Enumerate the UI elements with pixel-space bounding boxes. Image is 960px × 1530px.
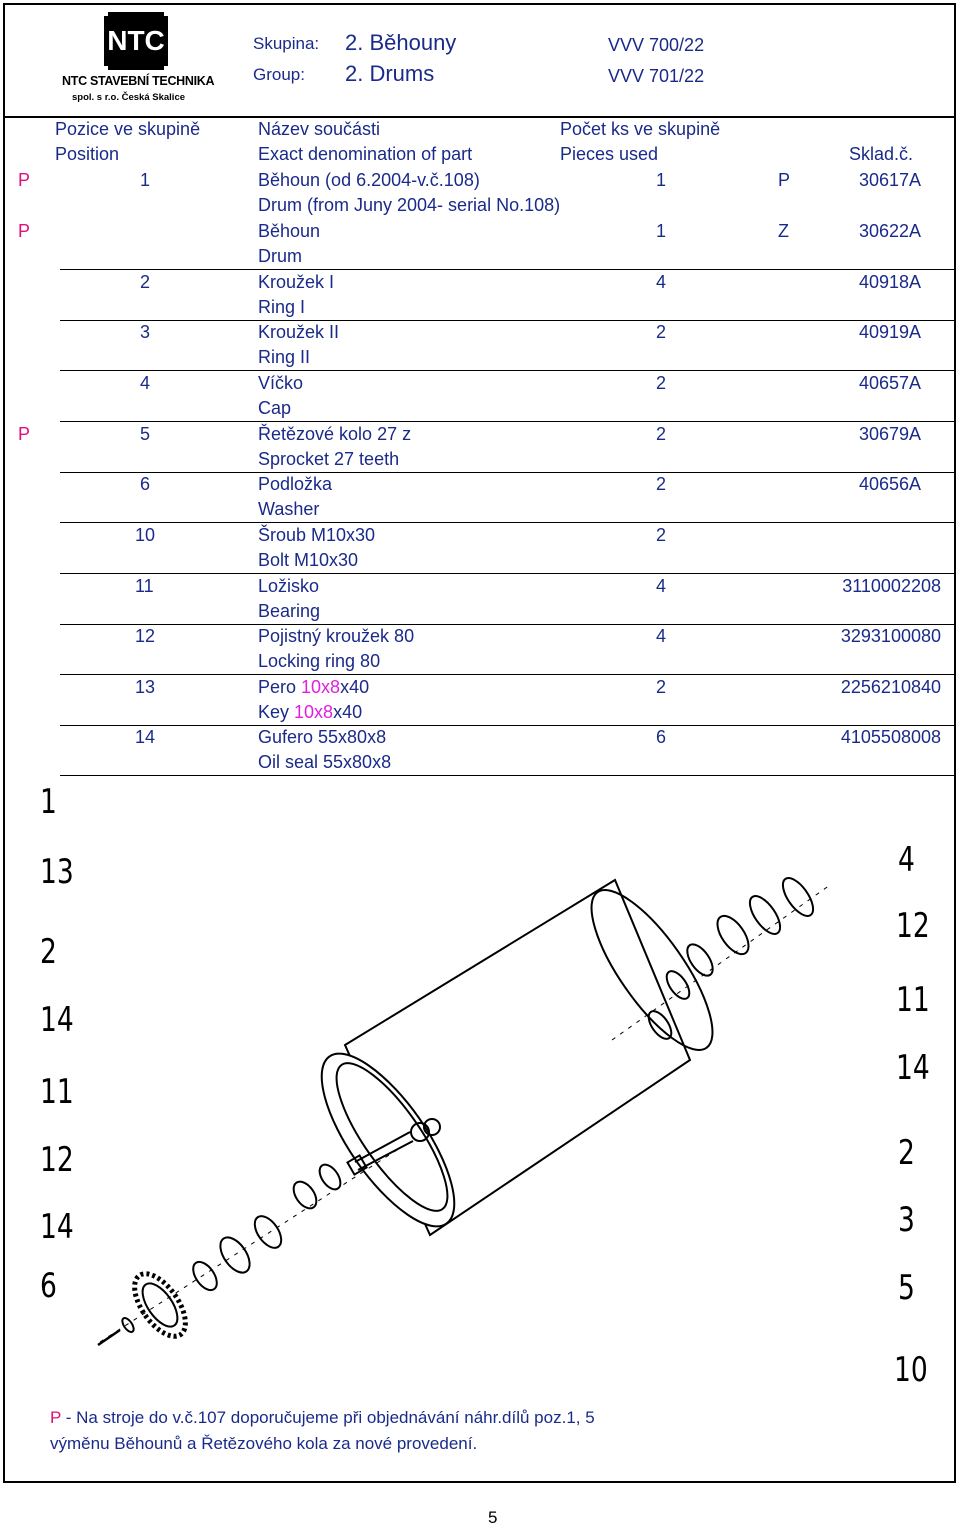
model-code-2: VVV 701/22 [608,66,705,86]
col-stock: Sklad.č. [849,144,914,164]
dimension-highlight: 10x8 [301,677,341,697]
row-name-en: Bearing [258,601,321,621]
row-name-en: Locking ring 80 [258,651,381,671]
row-quantity: 2 [656,424,667,444]
row-quantity: 2 [656,525,667,545]
row-name-cz: Kroužek II [258,322,340,342]
callout-right: 5 [898,1268,915,1308]
row-position: 14 [135,727,156,747]
row-flag: P [18,221,31,241]
row-name-cz: Běhoun (od 6.2004-v.č.108) [258,170,480,190]
row-name-cz: Pojistný kroužek 80 [258,626,415,646]
row-name-cz: Běhoun [258,221,321,241]
model-code-1: VVV 700/22 [608,35,705,55]
col-count-cz: Počet ks ve skupině [560,119,721,139]
row-position: 5 [140,424,151,444]
group-cz-value: 2. Běhouny [345,30,457,55]
col-name-en: Exact denomination of part [258,144,473,164]
row-name-cz: Gufero 55x80x8 [258,727,387,747]
row-name-en: Drum [258,246,302,266]
callout-right: 11 [896,980,930,1020]
row-stock: 3110002208 [842,576,941,596]
callout-right: 12 [896,906,930,946]
callout-left: 2 [40,932,57,972]
row-stock: 4105508008 [840,727,941,747]
row-position: 3 [140,322,151,342]
group-en-label: Group: [253,65,305,84]
callout-left: 6 [40,1266,57,1306]
brand-name: NTC STAVEBNÍ TECHNIKA [62,74,215,88]
callout-left: 13 [40,852,74,892]
row-name-en: Drum (from Juny 2004- serial No.108) [258,195,561,215]
row-quantity: 2 [656,677,667,697]
row-stock: 30622A [858,221,921,241]
row-quantity: 4 [656,576,667,596]
row-quantity: 1 [656,170,667,190]
name-prefix: Key [258,702,295,722]
footer-note-line-2: výměnu Běhounů a Řetězového kola za nové provedení. [50,1434,478,1453]
row-name-en: Bolt M10x30 [258,550,359,570]
row-status: P [778,170,791,190]
row-name-en: Ring II [258,347,311,367]
callout-right: 2 [898,1133,915,1173]
logo-letters: NTC [107,25,165,56]
name-prefix: Pero [258,677,302,697]
row-name-cz: Šroub M10x30 [258,525,376,545]
callout-left: 12 [40,1140,74,1180]
row-position: 4 [140,373,151,393]
col-position-en: Position [55,144,120,164]
row-position: 12 [135,626,156,646]
row-position: 10 [135,525,156,545]
brand-sub: spol. s r.o. Česká Skalice [72,92,186,103]
row-quantity: 2 [656,474,667,494]
callout-left: 14 [40,1000,74,1040]
row-name-en: Ring I [258,297,306,317]
row-name-en: Oil seal 55x80x8 [258,752,392,772]
row-quantity: 2 [656,373,667,393]
row-quantity: 1 [656,221,667,241]
row-flag: P [18,424,31,444]
col-name-cz: Název součásti [258,119,381,139]
row-stock: 2256210840 [840,677,941,697]
callout-left: 11 [40,1072,74,1112]
col-position-cz: Pozice ve skupině [55,119,201,139]
row-name-en: Cap [258,398,292,418]
row-name-en: Sprocket 27 teeth [258,449,400,469]
row-stock: 40919A [858,322,921,342]
note-text: - Na stroje do v.č.107 doporučujeme při objednávání náhr.dílů poz.1, 5 [61,1408,595,1427]
row-status: Z [778,221,789,241]
row-stock: 40918A [858,272,921,292]
row-stock: 40657A [858,373,921,393]
row-name-cz: Ložisko [258,576,320,596]
row-name-cz: Víčko [258,373,304,393]
name-suffix: x40 [333,702,363,722]
row-quantity: 2 [656,322,667,342]
row-name-cz: Kroužek I [258,272,335,292]
row-stock: 30617A [858,170,921,190]
callout-right: 4 [898,840,915,880]
row-name-cz: Podložka [258,474,333,494]
note-flag: P [50,1408,62,1427]
page-number: 5 [488,1508,498,1527]
row-position: 11 [135,576,154,596]
footer-note-line-1 [50,1408,595,1428]
row-quantity: 6 [656,727,667,747]
row-quantity: 4 [656,626,667,646]
left-parts [98,1148,400,1345]
row-quantity: 4 [656,272,667,292]
callout-left: 1 [40,782,57,822]
group-en-value: 2. Drums [345,61,435,86]
row-position: 13 [135,677,156,697]
name-suffix: x40 [340,677,370,697]
drum-body [298,874,732,1246]
row-stock: 3293100080 [840,626,941,646]
row-name-cz: Řetězové kolo 27 z [258,424,412,444]
row-position: 1 [140,170,151,190]
row-stock: 40656A [858,474,921,494]
group-cz-label: Skupina: [253,34,320,53]
col-count-en: Pieces used [560,144,659,164]
callout-right: 3 [898,1200,915,1240]
row-position: 2 [140,272,151,292]
row-position: 6 [140,474,151,494]
row-name-en: Washer [258,499,320,519]
callout-right: 10 [894,1350,928,1390]
callout-right: 14 [896,1048,930,1088]
row-flag: P [18,170,31,190]
row-stock: 30679A [858,424,921,444]
callout-left: 14 [40,1207,74,1247]
dimension-highlight: 10x8 [294,702,334,722]
